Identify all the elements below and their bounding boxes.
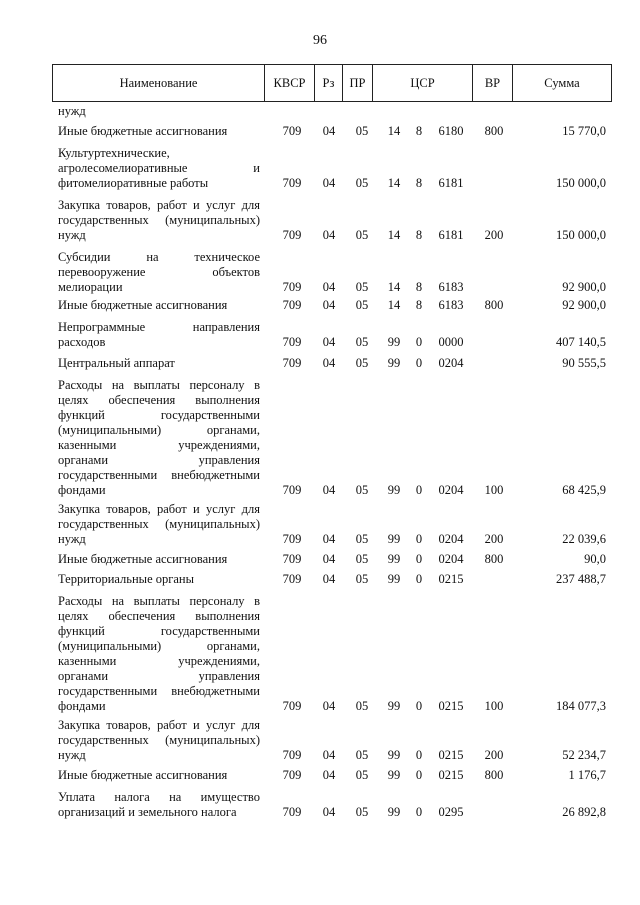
- cell-c1: 14: [387, 124, 401, 138]
- row-name-line: целях обеспечения выполнения: [58, 609, 260, 623]
- cell-sum: 237 488,7: [556, 572, 606, 586]
- row-name-line: казенными учреждениями,: [58, 654, 260, 668]
- cell-c3: 0204: [438, 552, 464, 566]
- row-name-line: государственных (муниципальных): [58, 733, 260, 747]
- row-name-line: фитомелиоративные работы: [58, 176, 209, 190]
- row-name: [58, 594, 260, 714]
- cell-c3: 0215: [438, 572, 464, 586]
- cell-pr: 05: [355, 335, 369, 349]
- cell-c2: 8: [415, 176, 423, 190]
- cell-c1: 99: [387, 532, 401, 546]
- row-name-line: (муниципальными) органами,: [58, 639, 260, 653]
- cell-sum: 26 892,8: [562, 805, 606, 819]
- cell-c1: 14: [387, 280, 401, 294]
- row-name: [58, 552, 260, 567]
- cell-c3: 0000: [438, 335, 464, 349]
- table-row: [0, 104, 640, 119]
- cell-pr: 05: [355, 572, 369, 586]
- row-name-line: Культуртехнические,: [58, 146, 170, 160]
- header-name: Наименование: [53, 65, 265, 101]
- row-name: [58, 718, 260, 763]
- row-name-line: Расходы на выплаты персоналу в: [58, 378, 260, 392]
- cell-rz: 04: [322, 356, 336, 370]
- table-row: [0, 718, 640, 763]
- cell-sum: 22 039,6: [562, 532, 606, 546]
- cell-pr: 05: [355, 124, 369, 138]
- cell-c1: 99: [387, 768, 401, 782]
- cell-kvsr: 709: [282, 748, 302, 762]
- cell-c3: 0204: [438, 532, 464, 546]
- row-name: [58, 250, 260, 295]
- cell-rz: 04: [322, 768, 336, 782]
- cell-sum: 90,0: [584, 552, 606, 566]
- row-name: [58, 378, 260, 498]
- cell-vr: 100: [484, 699, 504, 713]
- cell-c1: 99: [387, 552, 401, 566]
- cell-rz: 04: [322, 805, 336, 819]
- cell-pr: 05: [355, 356, 369, 370]
- row-name-line: Непрограммные направления: [58, 320, 260, 334]
- cell-c3: 6183: [438, 280, 464, 294]
- row-name-line: государственными внебюджетными: [58, 684, 260, 698]
- cell-vr: 200: [484, 228, 504, 242]
- row-name-line: целях обеспечения выполнения: [58, 393, 260, 407]
- cell-kvsr: 709: [282, 805, 302, 819]
- table-row: [0, 124, 640, 139]
- cell-pr: 05: [355, 768, 369, 782]
- row-name: [58, 356, 260, 371]
- row-name-line: перевооружение объектов: [58, 265, 260, 279]
- cell-rz: 04: [322, 228, 336, 242]
- table-row: [0, 502, 640, 547]
- cell-c1: 99: [387, 483, 401, 497]
- row-name-line: Уплата налога на имущество: [58, 790, 260, 804]
- cell-kvsr: 709: [282, 176, 302, 190]
- cell-rz: 04: [322, 748, 336, 762]
- row-name-line: Территориальные органы: [58, 572, 195, 586]
- row-name-line: Иные бюджетные ассигнования: [58, 552, 228, 566]
- cell-sum: 68 425,9: [562, 483, 606, 497]
- cell-c3: 0215: [438, 699, 464, 713]
- row-name-line: Расходы на выплаты персоналу в: [58, 594, 260, 608]
- cell-rz: 04: [322, 335, 336, 349]
- header-kvsr: КВСР: [265, 65, 315, 101]
- row-name-line: функций государственными: [58, 624, 260, 638]
- cell-pr: 05: [355, 748, 369, 762]
- cell-c3: 0204: [438, 356, 464, 370]
- cell-sum: 184 077,3: [556, 699, 606, 713]
- cell-sum: 90 555,5: [562, 356, 606, 370]
- cell-pr: 05: [355, 483, 369, 497]
- page-number: 96: [313, 33, 327, 48]
- table-row: [0, 320, 640, 350]
- row-name-line: Центральный аппарат: [58, 356, 175, 370]
- row-name-line: функций государственными: [58, 408, 260, 422]
- row-name: [58, 198, 260, 243]
- cell-sum: 92 900,0: [562, 298, 606, 312]
- cell-c2: 0: [415, 748, 423, 762]
- row-name: [58, 320, 260, 350]
- cell-rz: 04: [322, 572, 336, 586]
- cell-c2: 0: [415, 768, 423, 782]
- cell-c1: 14: [387, 176, 401, 190]
- cell-rz: 04: [322, 298, 336, 312]
- cell-sum: 15 770,0: [562, 124, 606, 138]
- row-name-line: агролесомелиоративные и: [58, 161, 260, 175]
- row-name-line: фондами: [58, 699, 106, 713]
- cell-c2: 0: [415, 699, 423, 713]
- cell-rz: 04: [322, 699, 336, 713]
- cell-kvsr: 709: [282, 699, 302, 713]
- row-name-line: нужд: [58, 228, 86, 242]
- cell-c2: 0: [415, 356, 423, 370]
- row-name: [58, 572, 260, 587]
- cell-c2: 0: [415, 552, 423, 566]
- row-name-line: мелиорации: [58, 280, 123, 294]
- cell-c2: 8: [415, 124, 423, 138]
- cell-rz: 04: [322, 176, 336, 190]
- cell-kvsr: 709: [282, 483, 302, 497]
- cell-kvsr: 709: [282, 356, 302, 370]
- cell-sum: 150 000,0: [556, 176, 606, 190]
- cell-c1: 99: [387, 335, 401, 349]
- cell-pr: 05: [355, 228, 369, 242]
- cell-kvsr: 709: [282, 768, 302, 782]
- cell-c3: 0215: [438, 748, 464, 762]
- cell-pr: 05: [355, 280, 369, 294]
- cell-vr: 800: [484, 552, 504, 566]
- cell-pr: 05: [355, 532, 369, 546]
- cell-c1: 14: [387, 228, 401, 242]
- header-csr: ЦСР: [373, 65, 473, 101]
- cell-kvsr: 709: [282, 280, 302, 294]
- row-name-line: нужд: [58, 104, 86, 118]
- header-rz: Рз: [315, 65, 343, 101]
- table-row: [0, 250, 640, 295]
- cell-c1: 99: [387, 805, 401, 819]
- cell-c2: 8: [415, 280, 423, 294]
- cell-c2: 0: [415, 805, 423, 819]
- cell-c3: 6181: [438, 228, 464, 242]
- table-row: [0, 356, 640, 371]
- row-name-line: организаций и земельного налога: [58, 805, 237, 819]
- row-name-line: расходов: [58, 335, 106, 349]
- row-name-line: казенными учреждениями,: [58, 438, 260, 452]
- cell-c1: 99: [387, 748, 401, 762]
- cell-vr: 800: [484, 124, 504, 138]
- cell-pr: 05: [355, 552, 369, 566]
- cell-rz: 04: [322, 483, 336, 497]
- table-row: [0, 378, 640, 498]
- row-name: [58, 146, 260, 191]
- table-row: [0, 198, 640, 243]
- cell-c3: 6181: [438, 176, 464, 190]
- cell-c2: 0: [415, 572, 423, 586]
- cell-pr: 05: [355, 176, 369, 190]
- cell-rz: 04: [322, 280, 336, 294]
- row-name-line: нужд: [58, 532, 86, 546]
- cell-c1: 99: [387, 699, 401, 713]
- cell-c2: 0: [415, 532, 423, 546]
- cell-c1: 99: [387, 572, 401, 586]
- cell-rz: 04: [322, 124, 336, 138]
- cell-pr: 05: [355, 298, 369, 312]
- cell-kvsr: 709: [282, 298, 302, 312]
- cell-c2: 0: [415, 483, 423, 497]
- row-name-line: Закупка товаров, работ и услуг для: [58, 718, 260, 732]
- cell-kvsr: 709: [282, 572, 302, 586]
- row-name-line: Иные бюджетные ассигнования: [58, 768, 228, 782]
- row-name-line: Закупка товаров, работ и услуг для: [58, 502, 260, 516]
- cell-kvsr: 709: [282, 124, 302, 138]
- row-name: [58, 298, 260, 313]
- cell-sum: 92 900,0: [562, 280, 606, 294]
- table-row: [0, 768, 640, 783]
- cell-sum: 1 176,7: [568, 768, 606, 782]
- cell-c1: 14: [387, 298, 401, 312]
- row-name-line: фондами: [58, 483, 106, 497]
- row-name-line: органами управления: [58, 453, 260, 467]
- cell-c2: 0: [415, 335, 423, 349]
- row-name-line: нужд: [58, 748, 86, 762]
- cell-vr: 800: [484, 768, 504, 782]
- table-row: [0, 572, 640, 587]
- row-name-line: Иные бюджетные ассигнования: [58, 298, 228, 312]
- row-name-line: государственных (муниципальных): [58, 213, 260, 227]
- cell-kvsr: 709: [282, 228, 302, 242]
- cell-kvsr: 709: [282, 532, 302, 546]
- row-name: [58, 790, 260, 820]
- cell-c2: 8: [415, 298, 423, 312]
- row-name-line: Иные бюджетные ассигнования: [58, 124, 228, 138]
- cell-vr: 800: [484, 298, 504, 312]
- row-name: [58, 768, 260, 783]
- cell-sum: 150 000,0: [556, 228, 606, 242]
- row-name-line: (муниципальными) органами,: [58, 423, 260, 437]
- table-row: [0, 552, 640, 567]
- cell-sum: 52 234,7: [562, 748, 606, 762]
- row-name: [58, 502, 260, 547]
- row-name-line: государственными внебюджетными: [58, 468, 260, 482]
- cell-sum: 407 140,5: [556, 335, 606, 349]
- row-name-line: Закупка товаров, работ и услуг для: [58, 198, 260, 212]
- cell-kvsr: 709: [282, 335, 302, 349]
- cell-pr: 05: [355, 805, 369, 819]
- cell-vr: 200: [484, 748, 504, 762]
- header-sum: Сумма: [544, 75, 580, 90]
- row-name: [58, 124, 260, 139]
- row-name-line: органами управления: [58, 669, 260, 683]
- cell-c3: 0295: [438, 805, 464, 819]
- cell-c2: 8: [415, 228, 423, 242]
- cell-c3: 6183: [438, 298, 464, 312]
- header-pr: ПР: [343, 65, 373, 101]
- row-name-line: государственных (муниципальных): [58, 517, 260, 531]
- row-name-line: Субсидии на техническое: [58, 250, 260, 264]
- cell-rz: 04: [322, 552, 336, 566]
- row-name: [58, 104, 260, 119]
- table-row: [0, 790, 640, 820]
- table-row: [0, 594, 640, 714]
- cell-c3: 6180: [438, 124, 464, 138]
- cell-c3: 0204: [438, 483, 464, 497]
- cell-kvsr: 709: [282, 552, 302, 566]
- table-row: [0, 146, 640, 191]
- cell-vr: 100: [484, 483, 504, 497]
- table-row: [0, 298, 640, 313]
- cell-vr: 200: [484, 532, 504, 546]
- cell-c3: 0215: [438, 768, 464, 782]
- header-vr: ВР: [473, 65, 513, 101]
- cell-rz: 04: [322, 532, 336, 546]
- cell-c1: 99: [387, 356, 401, 370]
- cell-pr: 05: [355, 699, 369, 713]
